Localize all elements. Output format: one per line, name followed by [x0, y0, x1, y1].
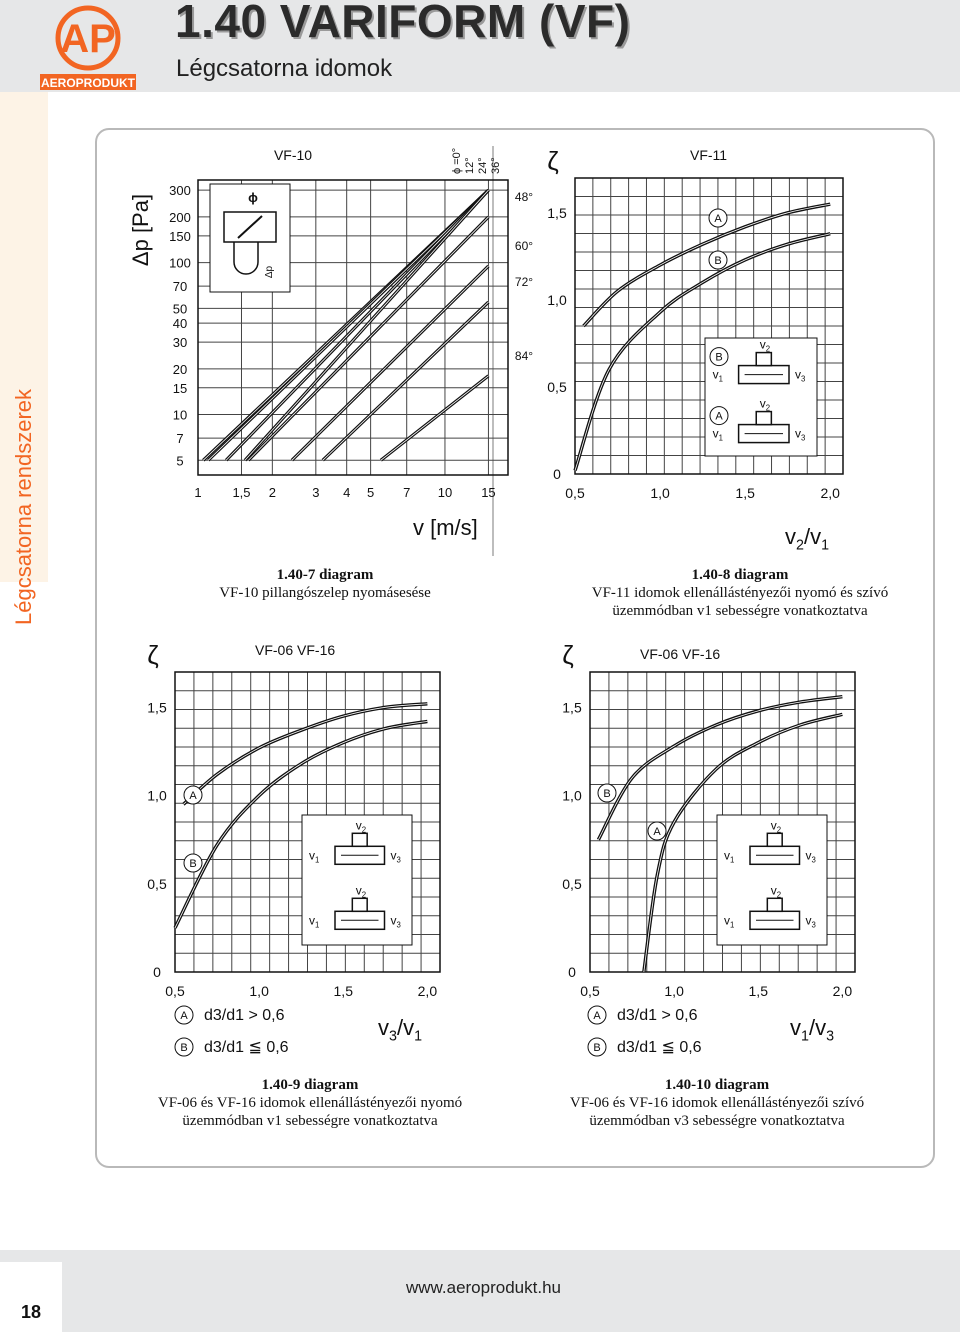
diagram-10-y-tick: 0,5 [562, 875, 582, 892]
diagram-7-angle-label: 36° [490, 157, 502, 174]
svg-text:B: B [714, 255, 722, 267]
diagram-8-y-tick: 1,5 [547, 204, 567, 221]
aeroprodukt-logo [38, 4, 138, 92]
diagram-8-inset-key [710, 348, 728, 366]
diagram-9-curve-A [183, 704, 427, 805]
diagram-8-branch [756, 412, 771, 425]
diagram-7-x-tick: 15 [481, 485, 496, 500]
diagram-10-legend-key [588, 1038, 606, 1056]
diagram-9-legend-text: d3/d1 > 0,6 [204, 1007, 285, 1024]
diagram-10-legend-key [588, 1006, 606, 1024]
diagram-9-caption-line-1: VF-06 és VF-16 idomok ellenállástényezői nyomó [157, 1095, 463, 1111]
diagram-7-y-tick: 50 [172, 301, 188, 317]
diagram-10-label-v2: $v_2$ [770, 818, 782, 835]
diagram-9-label-v3: $v_3$ [390, 913, 401, 930]
diagram-7-x-tick: 4 [343, 485, 351, 500]
svg-text:A: A [714, 213, 722, 225]
diagram-9-caption-line-2: üzemmódban v1 sebességre vonatkoztatva [182, 1113, 438, 1129]
diagram-7-x-tick: 3 [312, 485, 320, 500]
diagram-7-y-tick: 15 [172, 380, 188, 396]
sidebar-text: Légcsatorna rendszerek [11, 388, 36, 626]
diagram-8-branch [756, 353, 771, 366]
diagram-10-caption [517, 1076, 917, 1130]
logo-mark: AP [60, 17, 116, 61]
diagram-7-angle-label: 60° [514, 239, 534, 254]
diagram-9-caption-title: 1.40-9 diagram [261, 1077, 359, 1093]
diagram-8-x-tick: 2,0 [820, 485, 840, 501]
diagram-10-y-tick: 1,0 [562, 787, 582, 804]
diagram-9-branch [352, 898, 367, 911]
diagram-8-inset-key [710, 407, 728, 425]
diagram-7-angle-label: 12° [464, 157, 476, 174]
diagram-10-label-v1: $v_1$ [724, 848, 735, 865]
diagram-10-branch [767, 898, 782, 911]
diagram-9-caption [110, 1076, 510, 1130]
diagram-9-branch [352, 833, 367, 846]
diagram-7-caption-text: VF-10 pillangószelep nyomásesése [219, 585, 431, 601]
diagram-9-label-v1: $v_1$ [309, 913, 320, 930]
diagram-7-y-tick: 200 [169, 209, 191, 225]
diagram-8-title: VF-11 [690, 147, 728, 163]
page-title: 1.40 VARIFORM (VF) [175, 0, 631, 47]
diagram-8 [520, 140, 850, 560]
diagram-7-y-tick: 70 [172, 279, 188, 295]
diagram-7-angle-label: 48° [514, 189, 534, 204]
diagram-10-label-v2: $v_2$ [770, 883, 782, 900]
diagram-8-label-v1: $v_1$ [712, 367, 723, 384]
diagram-7-angle-label: 72° [514, 275, 534, 290]
diagram-10-xlabel: $v_1/v_3$ [790, 1015, 835, 1045]
diagram-7-angle-label: 84° [514, 348, 534, 363]
diagram-10-y-tick: 1,5 [562, 699, 582, 716]
diagram-9-y-tick: 0,5 [147, 875, 167, 892]
diagram-7-y-tick: 10 [172, 407, 188, 423]
diagram-9-legend-key [175, 1006, 193, 1024]
diagram-10-label-v3: $v_3$ [805, 913, 816, 930]
diagram-9-title: VF-06 VF-16 [255, 642, 336, 658]
svg-text:A: A [715, 410, 723, 423]
diagram-8-label-v2: $v_2$ [759, 337, 771, 354]
diagram-8-y-tick: 0 [553, 466, 561, 482]
diagram-8-label-v1: $v_1$ [712, 426, 723, 443]
diagram-7-valve-inset [210, 184, 290, 292]
diagram-7-y-tick: 7 [176, 431, 184, 447]
diagram-9-label-v1: $v_1$ [309, 848, 320, 865]
diagram-7-x-tick: 7 [403, 485, 411, 500]
diagram-9-curve-label-A [184, 786, 202, 804]
diagram-7-y-tick: 30 [172, 335, 188, 351]
page-number: 18 [20, 1302, 42, 1322]
diagram-8-curve-label-A [709, 209, 727, 227]
diagram-9-x-tick: 1,0 [249, 983, 269, 999]
page-subtitle: Légcsatorna idomok [176, 55, 393, 82]
diagram-8-caption-line-2: üzemmódban v1 sebességre vonatkoztatva [612, 603, 868, 619]
diagram-8-caption-line-1: VF-11 idomok ellenállástényezői nyomó és szívó [591, 585, 889, 601]
diagram-8-x-tick: 1,5 [735, 485, 755, 501]
diagram-7-caption-title: 1.40-7 diagram [276, 567, 374, 583]
svg-text:B: B [180, 1042, 188, 1054]
diagram-10-y-tick: 0 [568, 964, 576, 980]
svg-text:A: A [189, 790, 197, 802]
diagram-7-y-tick: 150 [169, 228, 191, 244]
diagram-9-legend-key [175, 1038, 193, 1056]
diagram-9-x-tick: 0,5 [165, 983, 185, 999]
diagram-9-label-v3: $v_3$ [390, 848, 401, 865]
diagram-10-curve-label-A [648, 822, 666, 840]
diagram-7-x-tick: 10 [437, 485, 453, 500]
diagram-9-curve-label-B [184, 854, 202, 872]
diagram-9-label-v2: $v_2$ [355, 883, 367, 900]
diagram-8-caption [540, 566, 940, 620]
svg-text:A: A [180, 1010, 188, 1022]
diagram-10-caption-line-2: üzemmódban v3 sebességre vonatkoztatva [589, 1113, 845, 1129]
diagram-10-ylabel: ζ [562, 640, 574, 670]
svg-text:B: B [189, 858, 197, 870]
diagram-10-x-tick: 2,0 [832, 983, 853, 999]
diagram-10-inset [717, 815, 827, 945]
diagram-7-inset-angle-label: ϕ [248, 190, 258, 205]
diagram-9-inset [302, 815, 412, 945]
diagram-7-title: VF-10 [273, 147, 313, 163]
diagram-7-angle-label: 24° [477, 157, 489, 174]
diagram-10 [535, 635, 875, 1065]
diagram-10-x-tick: 0,5 [580, 983, 600, 999]
diagram-8-inset [705, 338, 817, 456]
svg-text:A: A [593, 1010, 601, 1022]
diagram-7 [100, 140, 534, 560]
diagram-9-x-tick: 1,5 [333, 983, 353, 999]
diagram-7-x-tick: 5 [366, 485, 375, 500]
logo-text: AEROPRODUKT [40, 76, 136, 90]
diagram-10-legend-text: d3/d1 ≦ 0,6 [617, 1039, 702, 1056]
diagram-10-label-v1: $v_1$ [724, 913, 735, 930]
diagram-7-angle-label: ϕ =0° [451, 147, 463, 174]
diagram-9-legend-text: d3/d1 ≦ 0,6 [204, 1039, 289, 1056]
svg-text:B: B [593, 1042, 601, 1054]
diagram-10-label-v3: $v_3$ [805, 848, 816, 865]
diagram-8-caption-title: 1.40-8 diagram [691, 567, 789, 583]
diagram-7-y-tick: 40 [172, 316, 188, 332]
diagram-9-ylabel: ζ [147, 640, 159, 670]
svg-text:B: B [715, 351, 723, 364]
diagram-8-x-tick: 0,5 [565, 485, 585, 501]
diagram-7-y-tick: 100 [169, 255, 191, 271]
diagram-7-y-tick: 300 [169, 183, 191, 199]
diagram-9-y-tick: 1,5 [147, 699, 167, 716]
diagram-8-label-v2: $v_2$ [759, 396, 771, 413]
diagram-8-y-tick: 1,0 [547, 291, 567, 308]
website-link[interactable]: www.aeroprodukt.hu [406, 1278, 561, 1297]
sidebar [0, 92, 48, 626]
svg-text:A: A [653, 826, 661, 838]
diagram-7-x-tick: 2 [268, 485, 276, 500]
diagram-7-caption [170, 566, 480, 602]
diagram-9-curve-highlight [183, 704, 427, 805]
diagram-9-x-tick: 2,0 [417, 983, 438, 999]
diagram-7-y-tick: 5 [176, 453, 184, 469]
diagram-7-x-tick: 1 [194, 485, 202, 500]
diagram-9-xlabel: $v_3/v_1$ [378, 1015, 423, 1045]
diagram-9-y-tick: 1,0 [147, 787, 167, 804]
diagram-10-x-tick: 1,5 [748, 983, 768, 999]
diagram-8-xlabel: $v_2/v_1$ [785, 524, 830, 554]
diagram-7-inset-dp-label: Δp [264, 265, 275, 279]
diagram-10-caption-line-1: VF-06 és VF-16 idomok ellenállástényezői szívó [569, 1095, 865, 1111]
svg-text:B: B [603, 788, 611, 800]
diagram-10-title: VF-06 VF-16 [640, 646, 721, 662]
diagram-9-label-v2: $v_2$ [355, 818, 367, 835]
diagram-8-label-v3: $v_3$ [795, 426, 806, 443]
diagram-8-y-tick: 0,5 [547, 378, 567, 395]
diagram-7-ylabel: Δp [Pa] [128, 193, 153, 267]
diagram-8-ylabel: ζ [547, 146, 559, 176]
diagram-10-branch [767, 833, 782, 846]
diagram-10-curve-label-B [598, 784, 616, 802]
diagram-9 [120, 635, 460, 1065]
diagram-7-y-tick: 20 [172, 361, 188, 377]
diagram-10-legend-text: d3/d1 > 0,6 [617, 1007, 698, 1024]
diagram-10-caption-title: 1.40-10 diagram [664, 1077, 770, 1093]
diagram-7-xlabel: v [m/s] [413, 515, 478, 540]
diagram-8-label-v3: $v_3$ [795, 367, 806, 384]
diagram-9-y-tick: 0 [153, 964, 161, 980]
diagram-7-x-tick: 1,5 [232, 485, 251, 500]
diagram-8-x-tick: 1,0 [650, 485, 670, 501]
diagram-8-curve-label-B [709, 251, 727, 269]
diagram-10-x-tick: 1,0 [664, 983, 684, 999]
